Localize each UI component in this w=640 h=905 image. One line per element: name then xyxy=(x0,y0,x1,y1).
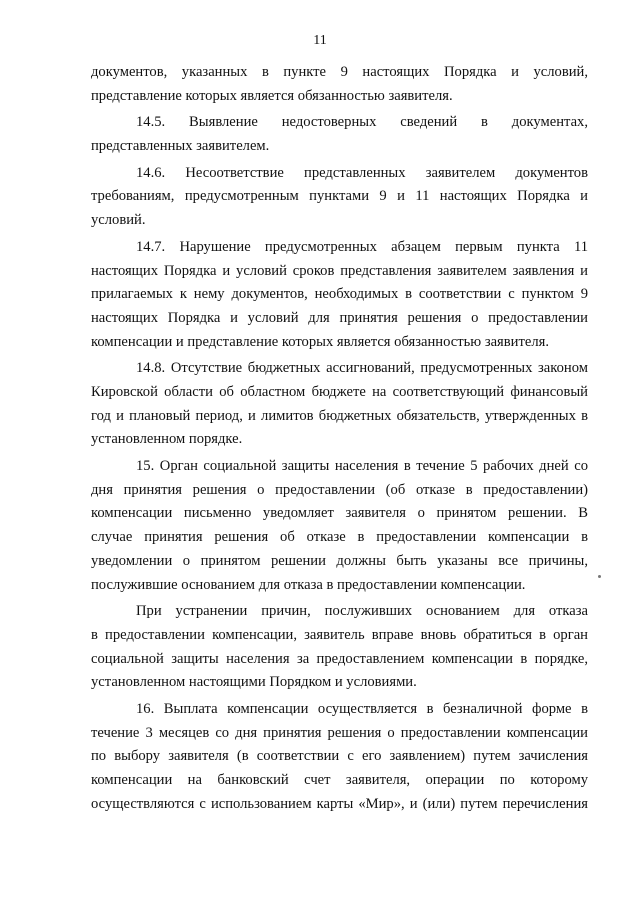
paragraph xyxy=(91,357,588,452)
text-line: случае принятия решения об отказе в предоставлении компенсации в xyxy=(91,529,588,546)
text-line: При устранении причин, послуживших основанием для отказа xyxy=(136,603,588,620)
text-line: дня принятия решения о предоставлении (об отказе в предоставлении) xyxy=(91,481,588,498)
text-line: условий. xyxy=(91,212,146,229)
document-body xyxy=(91,61,588,819)
text-line: 16. Выплата компенсации осуществляется в безналичной форме в xyxy=(136,700,588,717)
text-line: социальной защиты населения за предоставлением компенсации в порядке, xyxy=(91,650,588,667)
text-line: компенсации и представление которых является обязанностью заявителя. xyxy=(91,333,549,350)
text-line: год и плановый период, и лимитов бюджетных обязательств, утвержденных в xyxy=(91,407,588,424)
text-line: представленных заявителем. xyxy=(91,138,270,155)
text-line: 14.5. Выявление недостоверных сведений в документах, xyxy=(136,114,588,131)
text-line: прилагаемых к нему документов, необходимых в соответствии с пунктом 9 xyxy=(91,286,588,303)
text-line: компенсации на банковский счет заявителя, операции по которому xyxy=(91,772,588,789)
page-number: 11 xyxy=(313,33,327,48)
paragraph xyxy=(91,162,588,233)
paragraph xyxy=(91,698,588,816)
text-line: документов, указанных в пункте 9 настоящих Порядка и условий, xyxy=(91,64,588,80)
text-line: 14.8. Отсутствие бюджетных ассигнований, предусмотренных законом xyxy=(136,360,588,377)
paragraph xyxy=(91,236,588,354)
text-line: компенсации письменно уведомляет заявителя о принятом решении. В xyxy=(91,505,588,522)
text-line: уведомлении о принятом решении должны быть указаны все причины, xyxy=(91,552,588,569)
paragraph xyxy=(91,61,588,108)
text-line: в предоставлении компенсации, заявитель вправе вновь обратиться в орган xyxy=(91,626,588,643)
scan-speck xyxy=(598,575,601,578)
paragraph xyxy=(91,111,588,158)
text-line: осуществляются с использованием карты «Мир», и (или) путем перечисления xyxy=(91,795,588,812)
text-line: 15. Орган социальной защиты населения в течение 5 рабочих дней со xyxy=(136,458,588,475)
paragraph xyxy=(91,600,588,695)
text-line: Кировской области об областном бюджете на соответствующий финансовый xyxy=(91,384,588,400)
text-line: настоящих Порядка и условий сроков представления заявителем заявления и xyxy=(91,262,588,279)
text-line: послужившие основанием для отказа в предоставлении компенсации. xyxy=(91,576,526,593)
text-line: настоящих Порядка и условий для принятия решения о предоставлении xyxy=(91,309,588,326)
text-line: требованиям, предусмотренным пунктами 9 и 11 настоящих Порядка и xyxy=(91,188,588,205)
paragraph xyxy=(91,455,588,597)
text-line: представление которых является обязанностью заявителя. xyxy=(91,87,453,104)
text-line: установленном порядке. xyxy=(91,431,243,448)
text-line: 14.6. Несоответствие представленных заявителем документов xyxy=(136,164,588,181)
text-line: установленном настоящими Порядком и условиями. xyxy=(91,674,417,691)
text-line: 14.7. Нарушение предусмотренных абзацем первым пункта 11 xyxy=(136,238,588,255)
text-line: течение 3 месяцев со дня принятия решения о предоставлении компенсации xyxy=(91,724,588,741)
text-line: по выбору заявителя (в соответствии с его заявлением) путем зачисления xyxy=(91,748,588,765)
